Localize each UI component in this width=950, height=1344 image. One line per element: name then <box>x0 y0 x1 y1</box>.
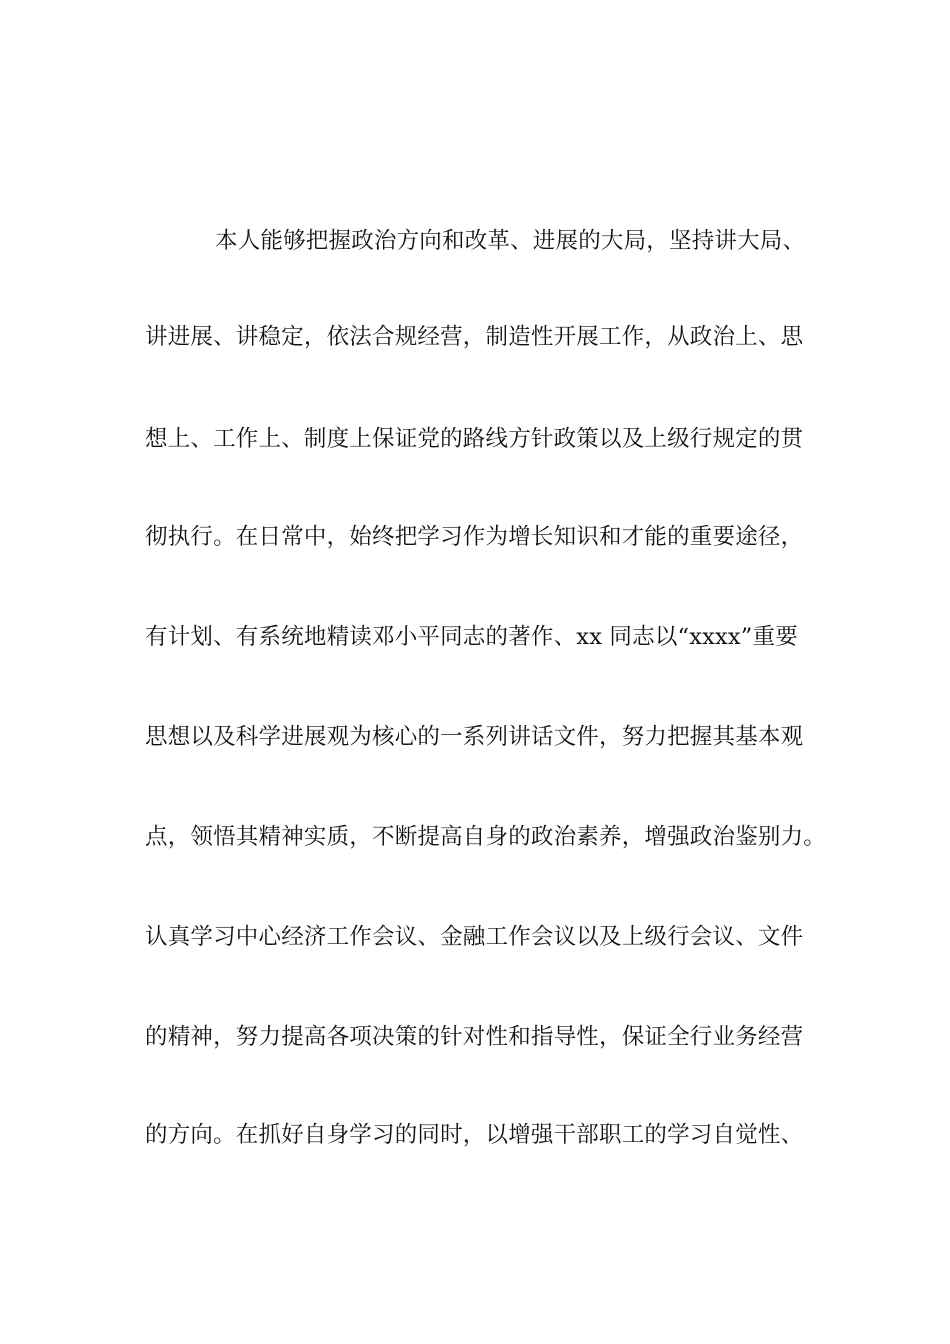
paragraph-line-8: 认真学习中心经济工作会议、金融工作会议以及上级行会议、文件 <box>145 924 804 950</box>
paragraph-line-10: 的方向。在抓好自身学习的同时，以增强干部职工的学习自觉性、 <box>145 1122 804 1148</box>
paragraph-line-3: 想上、工作上、制度上保证党的路线方针政策以及上级行规定的贯 <box>145 426 804 452</box>
paragraph-line-9: 的精神，努力提高各项决策的针对性和指导性，保证全行业务经营 <box>145 1024 804 1050</box>
paragraph-line-2: 讲进展、讲稳定，依法合规经营，制造性开展工作，从政治上、思 <box>145 324 804 350</box>
paragraph-line-1: 本人能够把握政治方向和改革、进展的大局，坚持讲大局、 <box>215 228 806 254</box>
paragraph-line-4: 彻执行。在日常中，始终把学习作为增长知识和才能的重要途径， <box>145 524 804 550</box>
paragraph-line-7: 点，领悟其精神实质，不断提高自身的政治素养，增强政治鉴别力。 <box>145 824 827 850</box>
paragraph-line-5: 有计划、有系统地精读邓小平同志的著作、xx 同志以“xxxx”重要 <box>145 624 798 650</box>
paragraph-line-6: 思想以及科学进展观为核心的一系列讲话文件，努力把握其基本观 <box>145 724 804 750</box>
